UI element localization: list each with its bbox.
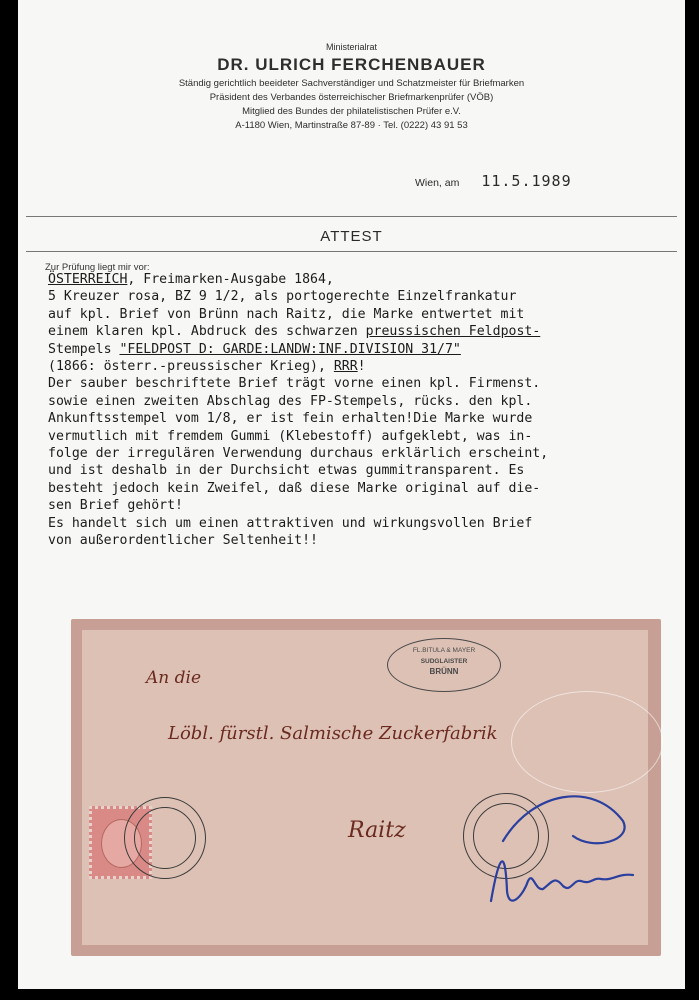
certificate-date: 11.5.1989 (481, 172, 572, 190)
body-line: auf kpl. Brief von Brünn nach Raitz, die Marke entwertet mit (48, 306, 525, 322)
body-line (48, 358, 673, 375)
feldpost-cancel (124, 797, 206, 879)
address-line: Löbl. fürstl. Salmische Zuckerfabrik (168, 723, 498, 744)
body-text: ! (357, 359, 366, 375)
page-title: ATTEST (320, 228, 383, 245)
body-line: Es handelt sich um einen attraktiven und wirkungsvollen Brief (48, 515, 533, 531)
embossed-seal (511, 691, 663, 793)
envelope-front (82, 630, 648, 945)
firm-stamp (387, 638, 501, 692)
divider (26, 216, 677, 217)
body-line: 5 Kreuzer rosa, BZ 9 1/2, als portogerechte Einzelfrankatur (48, 289, 517, 305)
body-line: sowie einen zweiten Abschlag des FP-Stempels, rücks. den kpl. (48, 393, 533, 409)
certificate-sheet (18, 0, 685, 989)
country-name: ÖSTERREICH (48, 272, 128, 287)
body-line: von außerordentlicher Seltenheit!! (48, 533, 318, 549)
cancel-ring (134, 807, 196, 869)
envelope-photo (71, 619, 661, 956)
header-line: Ständig gerichtlich beeideter Sachverständiger und Schatzmeister für Briefmarken (178, 78, 525, 89)
header-line: Präsident des Verbandes österreichischer Briefmarkenprüfer (VÖB) (209, 92, 494, 103)
body-line: Ankunftsstempel vom 1/8, er ist fein erhalten!Die Marke wurde (48, 411, 533, 427)
body-text: (1866: österr.-preussischer Krieg), (48, 359, 334, 375)
body-line (48, 323, 673, 340)
header-line: Mitglied des Bundes der philatelistischen Prüfer e.V. (242, 106, 461, 117)
expert-name: DR. ULRICH FERCHENBAUER (217, 55, 486, 74)
body-text: Stempels (48, 341, 120, 357)
body-line: und ist deshalb in der Durchsicht etwas gummitransparent. Es (48, 463, 525, 479)
underlined-text: preussischen Feldpost- (365, 324, 541, 340)
submitted-label: Zur Prüfung liegt mir vor: (45, 262, 150, 273)
body-line: folge der irregulären Verwendung durchaus erklärlich erscheint, (48, 446, 549, 462)
address-town: Raitz (348, 818, 406, 843)
body-text: , Freimarken-Ausgabe 1864, (127, 272, 334, 287)
body-line (48, 341, 673, 358)
firm-stamp-line: FL.BITULA & MAYER (412, 647, 476, 654)
header-address: A-1180 Wien, Martinstraße 87-89 · Tel. (0222) 43 91 53 (235, 120, 468, 131)
body-line (48, 271, 673, 288)
rarity-mark: RRR (333, 359, 358, 375)
cancel-text: "FELDPOST D: GARDE:LANDW:INF.DIVISION 31/7" (119, 341, 461, 357)
place-label: Wien, am (415, 177, 460, 189)
body-line: Der sauber beschriftete Brief trägt vorne einen kpl. Firmenst. (48, 376, 541, 392)
place-date (415, 172, 572, 191)
attest-body (48, 271, 673, 550)
header-role: Ministerialrat (325, 42, 377, 52)
body-line: vermutlich mit fremdem Gummi (Klebestoff) aufgeklebt, was in- (48, 428, 533, 444)
signature-stroke (491, 796, 633, 901)
body-line: besteht jedoch kein Zweifel, daß diese Marke original auf die- (48, 480, 541, 496)
address-line: An die (146, 668, 202, 688)
signature (473, 781, 648, 921)
firm-stamp-line: SUDGLAISTER (420, 658, 468, 665)
body-line: sen Brief gehört! (48, 498, 183, 514)
body-text: einem klaren kpl. Abdruck des schwarzen (48, 324, 366, 340)
firm-stamp-line: BRÜNN (429, 667, 459, 676)
divider (26, 251, 677, 252)
